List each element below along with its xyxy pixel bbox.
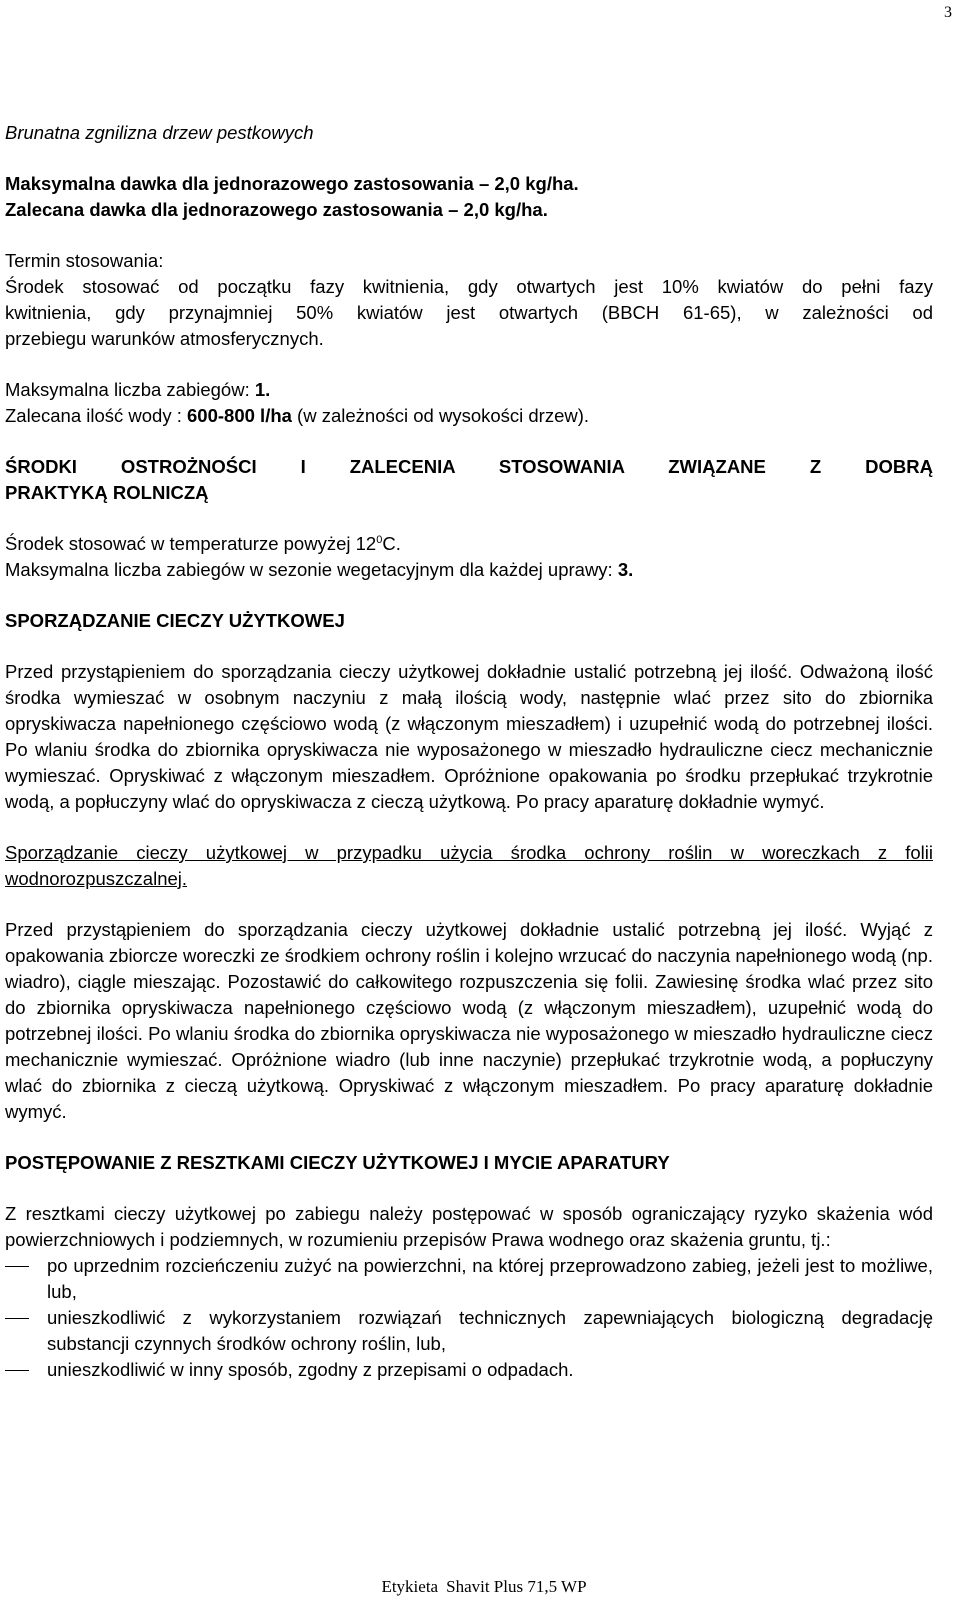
footer-label: Etykieta — [381, 1577, 439, 1596]
preparation-text: Przed przystąpieniem do sporządzania cieczy użytkowej dokładnie ustalić potrzebną jej ilość. Odważoną ilość środka wymieszać w osobnym naczyniu z małą ilością wody, następnie wlać przez sito do zbiornika opryskiwacza napełnionego częściowo wodą (z włączonym mieszadłem) i uzupełnić wodą do potrzebnej ilości. Po wlaniu środka do zbiornika opryskiwacza nie wyposażonego w mieszadło hydrauliczne ciecz mechanicznie wymieszać. Opryskiwać z włączonym mieszadłem. Opróżnione opakowania po środku przepłukać trzykrotnie wodą, a popłuczyny wlać do opryskiwacza z cieczą użytkową. Po pracy aparaturę dokładnie wymyć. — [5, 661, 933, 812]
precautions-heading-line-1: ŚRODKI OSTROŻNOŚCI I ZALECENIA STOSOWANIA ZWIĄZANE Z DOBRĄ — [5, 456, 933, 477]
preparation-heading: SPORZĄDZANIE CIECZY UŻYTKOWEJ — [5, 610, 345, 631]
season-treatments — [5, 557, 933, 583]
water-volume — [5, 403, 933, 429]
max-treatments-label: Maksymalna liczba zabiegów: — [5, 379, 255, 400]
water-soluble-bags-heading: Sporządzanie cieczy użytkowej w przypadku użycia środka ochrony roślin w woreczkach z folii wodnorozpuszczalnej. — [5, 842, 933, 889]
application-term-line-1: Środek stosować od początku fazy kwitnienia, gdy otwartych jest 10% kwiatów do pełni fazy — [5, 276, 933, 297]
label-content — [5, 120, 933, 1383]
recommended-dose: Zalecana dawka dla jednorazowego zastosowania – 2,0 kg/ha. — [5, 199, 548, 220]
water-volume-label: Zalecana ilość wody : — [5, 405, 188, 426]
list-item: po uprzednim rozcieńczeniu zużyć na powierzchni, na której przeprowadzono zabieg, jeżeli jest to możliwe, lub, — [5, 1253, 933, 1305]
residue-heading: POSTĘPOWANIE Z RESZTKAMI CIECZY UŻYTKOWEJ I MYCIE APARATURY — [5, 1152, 670, 1173]
temperature-degree: 0 — [376, 533, 383, 546]
list-item: unieszkodliwić z wykorzystaniem rozwiązań technicznych zapewniających biologiczną degradację substancji czynnych środków ochrony roślin, lub, — [5, 1305, 933, 1357]
max-treatments-value: 1. — [254, 379, 271, 400]
dash-bullet-icon — [5, 1266, 29, 1267]
application-term-label: Termin stosowania: — [5, 250, 164, 271]
season-treatments-label: Maksymalna liczba zabiegów w sezonie wegetacyjnym dla każdej uprawy: — [5, 559, 618, 580]
max-dose: Maksymalna dawka dla jednorazowego zastosowania – 2,0 kg/ha. — [5, 173, 579, 194]
water-soluble-bags-text: Przed przystąpieniem do sporządzania cieczy użytkowej dokładnie ustalić potrzebną jej ilość. Wyjąć z opakowania zbiorcze woreczki ze środkiem ochrony roślin i kolejno wrzucać do naczynia napełnionego wodą (np. wiadro), ciągle mieszając. Pozostawić do całkowitego rozpuszczenia się folii. Zawiesinę środka wlać przez sito do zbiornika opryskiwacza napełnionego częściowo wodą (z włączonym mieszadłem), uzupełnić wodą do potrzebnej ilości. Po wlaniu środka do zbiornika opryskiwacza nie wyposażonego w mieszadło hydrauliczne ciecz mechanicznie wymieszać. Opróżnione wiadro (lub inne naczynie) przepłukać trzykrotnie wodą, a popłuczyny wlać do zbiornika z cieczą użytkową. Opryskiwać z włączonym mieszadłem. Po pracy aparaturę dokładnie wymyć. — [5, 919, 933, 1122]
water-volume-note: (w zależności od wysokości drzew). — [291, 405, 590, 426]
season-treatments-value: 3. — [617, 559, 634, 580]
section-title: Brunatna zgnilizna drzew pestkowych — [5, 122, 314, 143]
residue-list — [5, 1253, 933, 1383]
water-volume-value: 600-800 l/ha — [187, 405, 292, 426]
application-term-line-3: przebiegu warunków atmosferycznych. — [5, 328, 324, 349]
temperature-unit: C. — [382, 533, 401, 554]
max-treatments — [5, 377, 933, 403]
list-item: unieszkodliwić w inny sposób, zgodny z przepisami o odpadach. — [5, 1357, 933, 1383]
precautions-heading-line-2: PRAKTYKĄ ROLNICZĄ — [5, 482, 209, 503]
temperature-note — [5, 531, 933, 557]
footer-product: Shavit Plus 71,5 WP — [446, 1577, 587, 1596]
residue-text: Z resztkami cieczy użytkowej po zabiegu należy postępować w sposób ograniczający ryzyko skażenia wód powierzchniowych i podziemnych, w rozumieniu przepisów Prawa wodnego oraz skażenia gruntu, tj.: — [5, 1203, 933, 1250]
page-number: 3 — [944, 4, 952, 21]
dash-bullet-icon — [5, 1370, 29, 1371]
dash-bullet-icon — [5, 1318, 29, 1319]
page-footer — [0, 1574, 960, 1600]
application-term-line-2: kwitnienia, gdy przynajmniej 50% kwiatów jest otwartych (BBCH 61-65), w zależności od — [5, 302, 933, 323]
temperature-text: Środek stosować w temperaturze powyżej 12 — [5, 533, 377, 554]
